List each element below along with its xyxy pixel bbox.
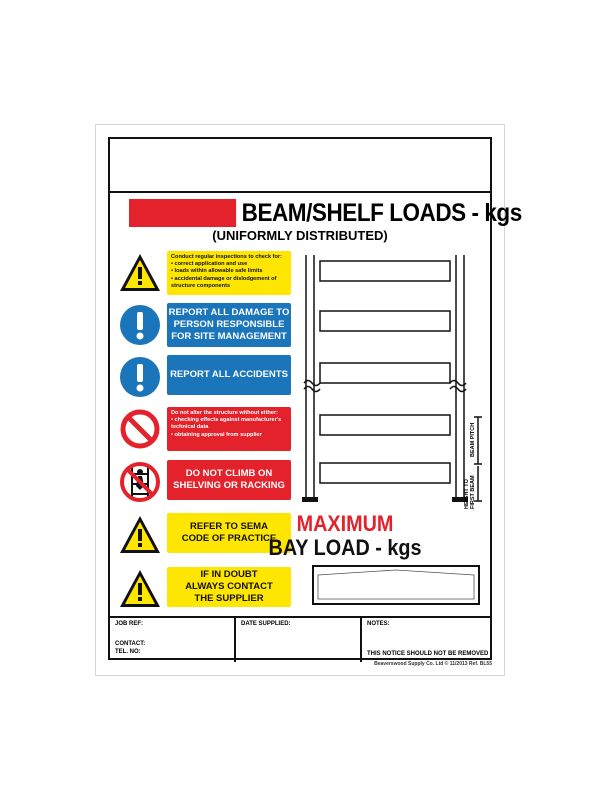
notice-frame <box>108 137 522 660</box>
tel-label: TEL. NO: <box>115 649 141 655</box>
beam-4 <box>320 415 450 435</box>
contact-label: CONTACT: <box>115 641 146 647</box>
page-subtitle: (UNIFORMLY DISTRIBUTED) <box>212 228 388 243</box>
panel-list <box>171 261 287 290</box>
date-supplied-cell <box>236 618 362 662</box>
instruction-panel <box>167 460 291 500</box>
bay-load-maximum: MAXIMUM <box>296 511 394 536</box>
beam-3 <box>320 363 450 383</box>
panel-list-item: • loads within allowable safe limits <box>171 268 263 275</box>
panel-text-line: CODE OF PRACTICE <box>181 533 277 544</box>
warning-triangle-icon <box>118 251 162 295</box>
panel-text-line: THE SUPPLIER <box>194 593 264 604</box>
height-to-first-beam-label: HEIGHT TO FIRST BEAM <box>464 475 476 509</box>
panel-list-item: • obtaining approval from supplier <box>171 431 262 438</box>
panel-text-line: REPORT ALL ACCIDENTS <box>170 369 288 380</box>
notes-cell <box>362 618 490 662</box>
title-maximum: MAXIMUM <box>129 199 236 227</box>
job-ref-label: JOB REF: <box>115 621 144 627</box>
panel-text-line: DO NOT CLIMB ON <box>185 468 273 479</box>
panel-text-line: SHELVING OR RACKING <box>173 480 285 491</box>
notes-label: NOTES: <box>367 621 390 627</box>
details-section <box>110 616 490 662</box>
beam-2 <box>320 311 450 331</box>
warning-triangle-icon <box>118 567 162 611</box>
notice-text: THIS NOTICE SHOULD NOT BE REMOVED <box>367 651 489 657</box>
header-blank-box <box>110 139 490 193</box>
left-footplate <box>302 497 318 502</box>
panel-text-line: REPORT ALL DAMAGE TO <box>168 307 290 318</box>
bay-load-title: BAY LOAD - kgs <box>268 535 422 560</box>
page-title <box>129 199 522 228</box>
beam-5 <box>320 463 450 483</box>
job-contact-cell <box>110 618 236 662</box>
panel-list-item: • correct application and use <box>171 261 248 268</box>
bay-load-value-box <box>312 565 480 605</box>
info-exclamation-icon <box>118 303 162 347</box>
bay-box-chevron <box>314 567 478 603</box>
panel-text-line: REFER TO SEMA <box>190 521 268 532</box>
panel-text-line: PERSON RESPONSIBLE <box>173 319 285 330</box>
warning-triangle-icon <box>118 513 162 557</box>
instruction-panel <box>167 407 291 451</box>
no-climbing-icon <box>118 460 162 504</box>
info-exclamation-icon <box>118 355 162 399</box>
instruction-panel <box>167 303 291 347</box>
title-beam-shelf-loads: BEAM/SHELF LOADS - kgs <box>241 199 522 227</box>
instruction-panel <box>167 567 291 607</box>
instruction-panel <box>167 355 291 395</box>
panel-list-item: technical data <box>171 424 209 431</box>
panel-list-item: structure components <box>171 282 231 289</box>
panel-list-item: • accidental damage or dislodgement of <box>171 275 277 282</box>
panel-list-item: • checking effects against manufacturer's <box>171 417 282 424</box>
panel-text-line: FOR SITE MANAGEMENT <box>171 331 287 342</box>
beam-pitch-label: BEAM PITCH <box>470 422 476 457</box>
instruction-panel <box>167 251 291 295</box>
panel-text-line: ALWAYS CONTACT <box>185 581 273 592</box>
date-supplied-label: DATE SUPPLIED: <box>241 621 291 627</box>
panel-heading: Conduct regular inspections to check for: <box>171 254 282 260</box>
panel-text-line: IF IN DOUBT <box>200 569 258 580</box>
panel-heading: Do not alter the structure without either: <box>171 410 278 416</box>
panel-list <box>171 417 287 439</box>
beam-1 <box>320 261 450 281</box>
prohibited-icon <box>118 407 162 451</box>
footer-reference: Beaverswood Supply Co. Ltd © 11/2013 Ref. BL55 <box>374 661 492 667</box>
racking-diagram <box>300 251 492 513</box>
